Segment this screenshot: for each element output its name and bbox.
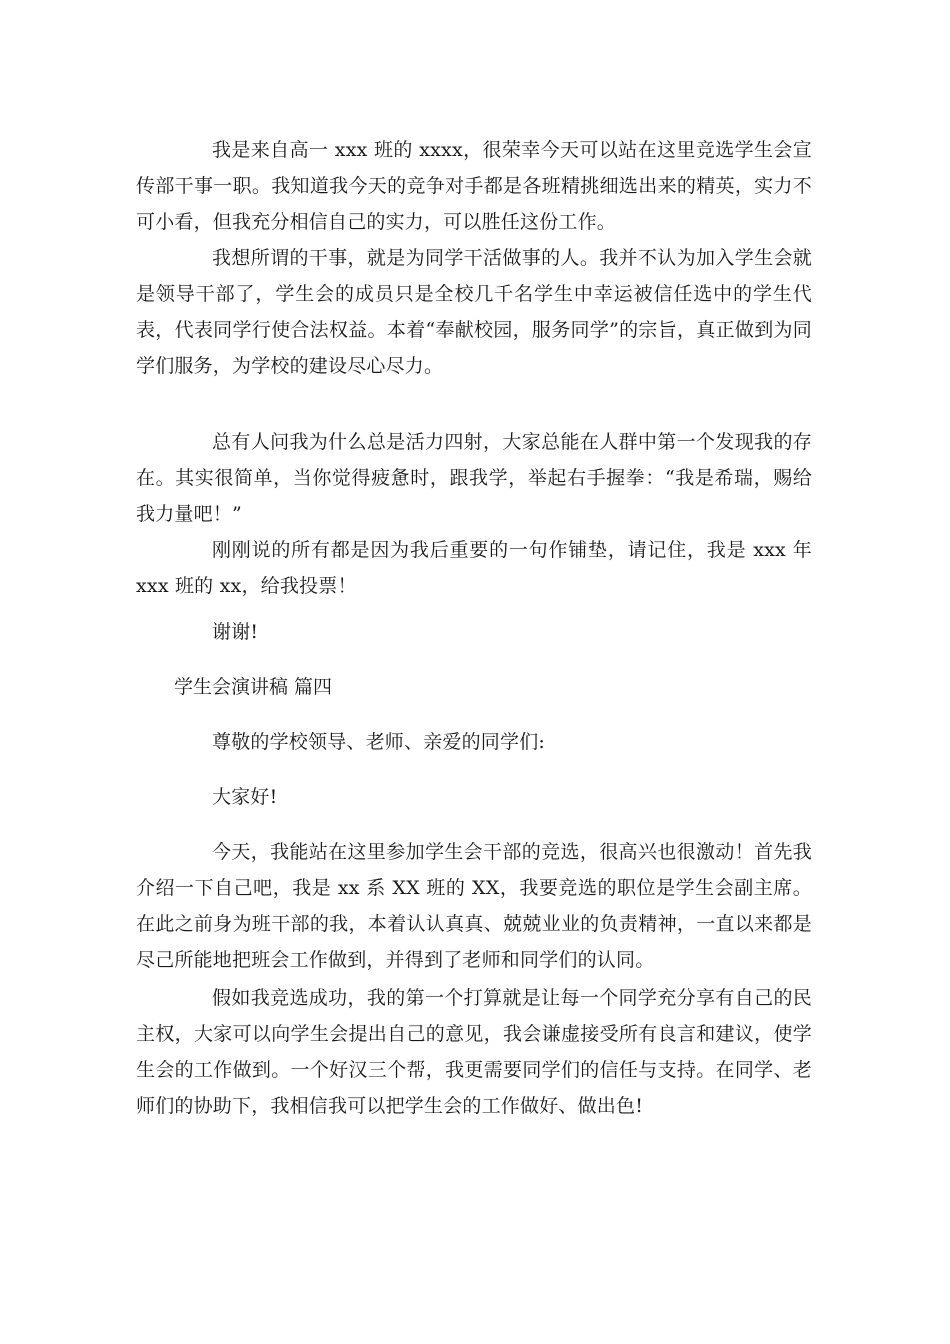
paragraph-plan: 假如我竞选成功，我的第一个打算就是让每一个同学充分享有自己的民主权，大家可以向学生会提出自己的意见，我会谦虚接受所有良言和建议，使学生会的工作做到。一个好汉三个帮，我更需要同学们的信任与支持。在同学、老师们的协助下，我相信我可以把学生会的工作做好、做出色! xyxy=(136,987,812,1117)
paragraph-energy: 总有人问我为什么总是活力四射，大家总能在人群中第一个发现我的存在。其实很简单，当你觉得疲惫时，跟我学，举起右手握拳：“我是希瑞，赐给我力量吧！” xyxy=(136,431,812,525)
paragraph-officer-role: 我想所谓的干事，就是为同学干活做事的人。我并不认为加入学生会就是领导干部了，学生会的成员只是全校几千名学生中幸运被信任选中的学生代表，代表同学行使合法权益。本着“奉献校园，服务同学”的宗旨，真正做到为同学们服务，为学校的建设尽心尽力。 xyxy=(136,247,812,377)
paragraph-vote-request: 刚刚说的所有都是因为我后重要的一句作铺垫，请记住，我是 xxx 年 xxx 班的 xx，给我投票！ xyxy=(136,539,812,597)
paragraph-salutation: 尊敬的学校领导、老师、亲爱的同学们: xyxy=(212,731,546,753)
section-heading: 学生会演讲稿 篇四 xyxy=(174,676,333,698)
paragraph-candidate-intro: 我是来自高一 xxx 班的 xxxx，很荣幸今天可以站在这里竞选学生会宣传部干事一职。我知道我今天的竞争对手都是各班精挑细选出来的精英，实力不可小看，但我充分相信自己的实力，可以胜任这份工作。 xyxy=(136,139,812,233)
paragraph-self-intro: 今天，我能站在这里参加学生会干部的竞选，很高兴也很激动！首先我介绍一下自己吧，我是 xx 系 XX 班的 XX，我要竞选的职位是学生会副主席。在此之前身为班干部的我，本着认认真真、兢兢业业的负责精神，一直以来都是尽己所能地把班会工作做到，并得到了老师和同学们的认同。 xyxy=(136,841,812,971)
paragraph-thanks: 谢谢! xyxy=(212,621,259,643)
paragraph-greeting: 大家好! xyxy=(212,786,278,808)
